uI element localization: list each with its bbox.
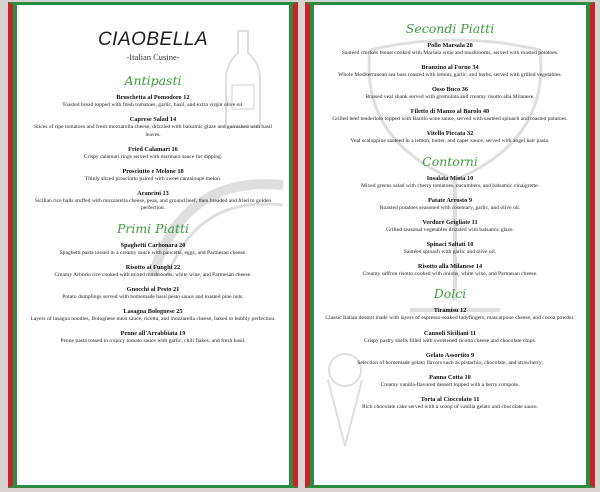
menu-item [324, 86, 576, 102]
menu-item-name: Pollo Marsala 28 [427, 42, 473, 49]
menu-item-description: Creamy Arborio rice cooked with mixed mushrooms, white wine, and Parmesan cheese. [54, 271, 252, 278]
menu-item-description: Braised veal shank served with gremolata and creamy risotto alla Milanese. [365, 94, 535, 101]
menu-item [324, 130, 576, 146]
menu-item-name: Penne all'Arrabbiata 19 [120, 330, 186, 338]
menu-item [27, 190, 279, 213]
menu-item-name: Bruschetta al Pomodoro 12 [116, 94, 190, 101]
section-primi-piatti [27, 221, 279, 346]
menu-item [324, 197, 576, 213]
menu-item [27, 286, 279, 302]
menu-item-description: Mixed greens salad with cherry tomatoes, cucumbers, and balsamic vinaigrette. [360, 182, 539, 189]
menu-item [324, 175, 576, 191]
menu-item-name: Branzino al Forno 34 [421, 64, 479, 72]
menu-item [324, 263, 576, 279]
menu-item [27, 94, 279, 110]
menu-item-description: Penne pasta tossed in a spicy tomato sauce with garlic, chili flakes, and fresh basil. [60, 338, 246, 345]
menu-item-description: Sautéed spinach with garlic and olive oil. [403, 248, 497, 255]
menu-item-description: Toasted bread topped with fresh tomatoes, garlic, basil, and extra virgin olive oil. [62, 102, 244, 108]
menu-item-name: Lasagna Bolognese 25 [123, 307, 183, 315]
restaurant-name: CIAOBELLA [97, 29, 209, 50]
menu-item-name: Fried Calamari 16 [128, 145, 178, 153]
menu-item [324, 241, 576, 257]
menu-item-name: Tiramisu 12 [433, 307, 467, 315]
menu-item-description: Rich chocolate cake served with a scoop of vanilla gelato and chocolate sauce. [362, 403, 538, 410]
menu-item-description: Layers of lasagna noodles, Bolognese meat sauce, ricotta, and mozzarella cheese, baked to bubbly perfection. [30, 315, 276, 322]
menu-item-description: Potato dumplings served with homemade basil pesto sauce and toasted pine nuts. [62, 293, 244, 300]
section-title: Secondi Piatti [405, 21, 495, 36]
menu-item-name: Panna Cotta 10 [429, 373, 471, 381]
menu-item-description: Crispy pastry shells filled with sweetened ricotta cheese and chocolate chips. [363, 337, 537, 344]
section-title: Antipasti [124, 73, 182, 88]
menu-item [27, 242, 279, 258]
menu-item [324, 108, 576, 124]
section-dolci [324, 286, 576, 411]
green-stripe [13, 5, 17, 485]
menu-item [27, 330, 279, 346]
menu-item [27, 116, 279, 139]
menu-item-description: Grilled beef tenderloin topped with Barolo wine sauce, served with sautéed spinach and roasted potatoes. [332, 116, 568, 123]
section-title: Primi Piatti [116, 220, 190, 236]
menu-page-left [8, 2, 298, 488]
menu-item-name: Arancini 13 [137, 189, 169, 197]
menu-item [324, 307, 576, 323]
section-title: Dolci [433, 286, 467, 302]
menu-item-description: Creamy saffron risotto cooked with onions, white wine, and Parmesan cheese. [362, 270, 538, 277]
menu-item [324, 330, 576, 346]
menu-item-description: Slices of ripe tomatoes and fresh mozzarella cheese, drizzled with balsamic glaze and garnished with basil leaves. [34, 124, 272, 138]
section-secondi-piatti [324, 21, 576, 146]
menu-item [27, 308, 279, 324]
menu-item-description: Sicilian rice balls stuffed with mozzarella cheese, peas, and ground beef, then breaded and fried to golden perfection. [34, 197, 272, 212]
menu-item [324, 64, 576, 80]
menu-item-description: Thinly sliced prosciutto paired with sweet cantaloupe melon. [84, 175, 222, 182]
menu-item [324, 219, 576, 235]
menu-item-name: Vitello Piccata 32 [426, 130, 474, 138]
right-page-content [324, 13, 576, 418]
menu-item-name: Risotto alla Milanese 14 [417, 262, 483, 270]
menu-item-name: Gelato Assortito 9 [425, 351, 475, 359]
menu-item-description: Creamy vanilla-flavored dessert topped with a berry compote. [380, 381, 520, 388]
menu-item-name: Torta al Cioccolato 11 [420, 395, 480, 403]
menu-item [324, 352, 576, 368]
menu-item [324, 42, 576, 58]
menu-item [324, 374, 576, 390]
menu-item-description: Veal scaloppine sautéed in a lemon, butter, and caper sauce, served with angel hair pasta. [350, 138, 550, 145]
menu-item-name: Caprese Salad 14 [129, 116, 177, 124]
menu-item-name: Filetto di Manzo al Barolo 40 [410, 108, 490, 116]
menu-item-name: Prosciutto e Melone 18 [122, 167, 184, 175]
menu-item-description: Classic Italian dessert made with layers of espresso-soaked ladyfingers, mascarpone cheese, and cocoa powder. [325, 315, 575, 322]
menu-item-name: Gnocchi al Pesto 21 [126, 285, 180, 293]
menu-item [27, 168, 279, 184]
section-title: Contorni [422, 153, 478, 169]
menu-item-name: Insalata Mista 10 [426, 174, 474, 182]
section-antipasti [27, 73, 279, 213]
green-stripe [586, 5, 590, 485]
menu-item [324, 396, 576, 412]
menu-item-name: Cannoli Siciliani 11 [423, 329, 477, 337]
menu-item-description: Spaghetti pasta tossed in a creamy sauce with pancetta, eggs, and Parmesan cheese. [59, 249, 247, 256]
menu-item-description: Whole Mediterranean sea bass roasted with lemon, garlic, and herbs, served with grilled vegetables. [338, 72, 562, 79]
menu-page-right [305, 2, 595, 488]
menu-item [27, 264, 279, 280]
restaurant-tagline: -Italian Cusine- [126, 52, 180, 62]
menu-item-name: Patate Arrosto 9 [428, 196, 472, 204]
menu-item-description: Selection of homemade gelato flavors such as pistachio, chocolate, and strawberry. [357, 359, 543, 366]
section-contorni [324, 154, 576, 279]
menu-item-name: Osso Buco 36 [431, 86, 469, 94]
green-stripe [310, 5, 314, 485]
menu-item-name: Spinaci Saltati 10 [426, 240, 474, 248]
menu-item-name: Spaghetti Carbonara 20 [120, 241, 186, 249]
menu-item-description: Roasted potatoes seasoned with rosemary, garlic, and olive oil. [379, 204, 521, 211]
menu-item [27, 146, 279, 162]
menu-item-description: Sautéed chicken breast cooked with Marsala wine and mushrooms, served with roasted potatoes. [341, 50, 559, 56]
menu-item-description: Grilled seasonal vegetables drizzled with balsamic glaze. [386, 226, 514, 233]
menu-item-description: Crispy calamari rings served with marinara sauce for dipping. [83, 153, 223, 160]
menu-item-name: Verdure Grigliate 11 [422, 218, 478, 226]
menu-item-name: Risotto ai Funghi 22 [125, 263, 181, 271]
left-page-content [27, 13, 279, 352]
